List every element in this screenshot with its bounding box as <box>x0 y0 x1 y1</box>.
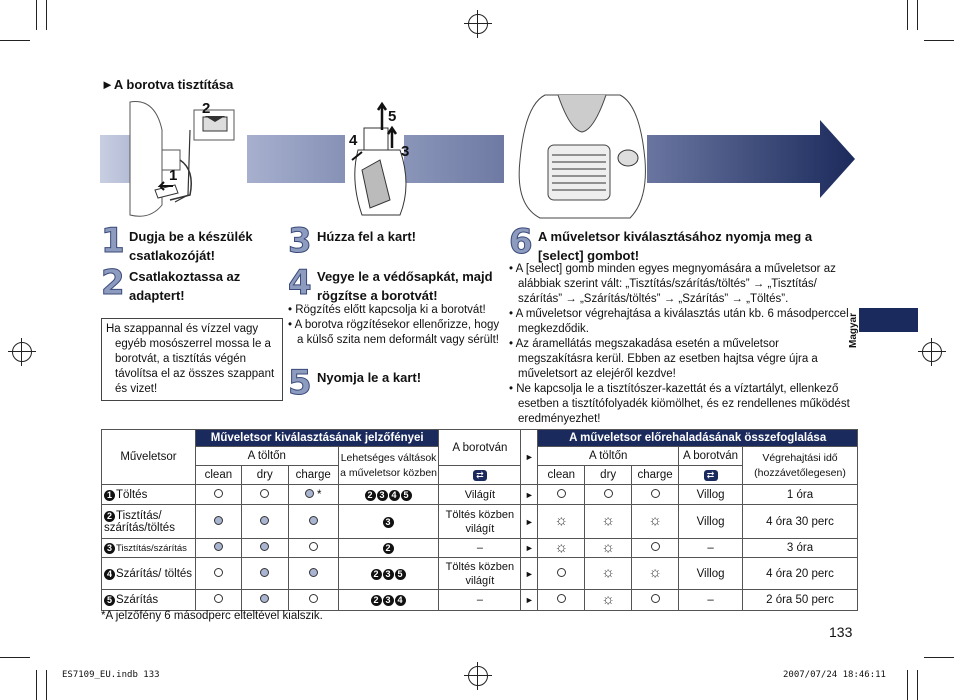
step-4-text: Vegye le a védősapkát, majd rögzítse a borotvát! <box>317 269 493 303</box>
note-box-text: Ha szappannal és vízzel vagy egyéb mosószerrel mossa le a borotvát, a tisztítás végén távolítsa el az összes szappant és vizet! <box>106 323 275 395</box>
sequence-number-icon: 3 <box>104 543 115 554</box>
step-5-text: Nyomja le a kart! <box>317 370 422 385</box>
col-charge: charge <box>288 466 338 485</box>
table-row <box>102 485 858 505</box>
col-header-on-charger: A töltőn <box>195 447 338 466</box>
step-6-note: • Ne kapcsolja le a tisztítószer-kazettát és a víztartályt, ellenkező esetben a tisztítófolyadék kiömölhet, és ez rendellenes működést eredményezhet! <box>509 382 851 427</box>
sequence-number-icon: 5 <box>401 490 412 501</box>
lamp-cell <box>195 505 241 539</box>
lamp-off-icon <box>309 594 318 603</box>
lamp-cell <box>241 485 288 505</box>
lamp-cell <box>538 558 585 590</box>
figure-label-4: 4 <box>349 132 358 149</box>
lamp-cell <box>585 590 632 611</box>
shaver-progress: Villog <box>679 558 743 590</box>
sequence-number-icon: 5 <box>104 595 115 606</box>
sequence-number-icon: 3 <box>377 490 388 501</box>
sequence-number-icon: 4 <box>389 490 400 501</box>
duration: 3 óra <box>742 539 857 558</box>
step-3-text: Húzza fel a kart! <box>317 229 416 244</box>
page-number: 133 <box>829 624 853 640</box>
figure-label-1: 1 <box>169 167 178 184</box>
sequence-number-icon: 2 <box>371 569 382 580</box>
col-header-duration: Végrehajtási idő (hozzávetőlegesen) <box>742 447 857 485</box>
lamp-lit-icon: ☼ <box>648 512 662 529</box>
switch-cell <box>338 558 439 590</box>
step-1-number: 1 <box>101 221 125 261</box>
lamp-off-icon <box>557 489 566 498</box>
switch-cell <box>338 590 439 611</box>
sequence-number-icon: 2 <box>383 543 394 554</box>
col-dry-right: dry <box>585 466 632 485</box>
lamp-lit-icon: ☼ <box>554 538 569 556</box>
sequence-label: Szárítás <box>116 594 159 606</box>
lamp-lit-icon: ☼ <box>554 512 569 529</box>
footer-right: 2007/07/24 18:46:11 <box>783 670 886 680</box>
duration: 1 óra <box>742 485 857 505</box>
sequence-label: Tisztítás/ szárítás/töltés <box>104 509 175 534</box>
lamp-selected-icon <box>260 542 269 551</box>
lamp-lit-icon: ☼ <box>601 512 616 529</box>
lamp-cell <box>288 590 338 611</box>
right-header: A műveletsor előrehaladásának összefoglalása <box>538 430 858 447</box>
arrow-icon: ► <box>521 430 538 485</box>
lamp-cell <box>585 558 632 590</box>
lamp-lit-icon: ☼ <box>601 590 616 608</box>
lamp-off-icon <box>651 594 660 603</box>
lamp-off-icon <box>260 489 269 498</box>
lamp-selected-icon <box>214 542 223 551</box>
figure-label-3: 3 <box>401 143 410 160</box>
left-header: Műveletsor kiválasztásának jelzőfényei <box>195 430 439 447</box>
lamp-selected-icon <box>309 568 318 577</box>
lamp-cell <box>632 505 679 539</box>
shaver-state: – <box>439 590 521 611</box>
step-6-number: 6 <box>509 222 533 262</box>
sequence-number-icon: 3 <box>383 569 394 580</box>
lamp-selected-icon <box>214 516 223 525</box>
lamp-cell <box>538 539 585 558</box>
lamp-selected-icon <box>309 516 318 525</box>
lamp-off-icon <box>557 594 566 603</box>
duration: 2 óra 50 perc <box>742 590 857 611</box>
duration: 4 óra 20 perc <box>742 558 857 590</box>
shaver-progress: Villog <box>679 485 743 505</box>
shaver-state: – <box>439 539 521 558</box>
arrow-icon: ► <box>521 539 538 558</box>
registration-mark-top <box>468 14 488 34</box>
arrow-icon: ► <box>521 558 538 590</box>
lamp-lit-icon: ☼ <box>601 538 616 556</box>
switch-cell <box>338 505 439 539</box>
lamp-cell <box>538 505 585 539</box>
col-charge-right: charge <box>632 466 679 485</box>
sequence-number-icon: 3 <box>383 517 394 528</box>
registration-mark-right <box>922 342 942 362</box>
step-4-number: 4 <box>288 263 312 303</box>
sequence-number-icon: 3 <box>383 595 394 606</box>
lamp-off-icon <box>309 542 318 551</box>
illustration-band <box>100 90 860 225</box>
note-box <box>101 318 283 401</box>
step-4-note: • Rögzítés előtt kapcsolja ki a borotvát! <box>288 303 503 318</box>
lamp-selected-icon <box>260 594 269 603</box>
lamp-cell <box>288 505 338 539</box>
col-dry: dry <box>241 466 288 485</box>
lamp-cell <box>538 590 585 611</box>
lamp-cell: * <box>288 485 338 505</box>
lamp-cell <box>288 558 338 590</box>
figure-label-2: 2 <box>202 100 211 117</box>
sequence-table <box>101 429 858 611</box>
step-6-notes <box>509 262 851 427</box>
footer-left: ES7109_EU.indb 133 <box>62 670 160 680</box>
step-3-number: 3 <box>288 221 312 261</box>
step-6-note: • A műveletsor végrehajtása a kiválasztás után kb. 6 másodperccel megkezdődik. <box>509 307 851 337</box>
lamp-off-icon <box>214 594 223 603</box>
lamp-cell <box>241 539 288 558</box>
col-header-on-shaver: A borotván <box>439 430 521 466</box>
sequence-label: Töltés <box>116 488 148 501</box>
arrow-icon: ► <box>521 590 538 611</box>
lamp-cell <box>241 590 288 611</box>
sequence-label: Tisztítás/szárítás <box>116 542 187 554</box>
shaver-state: Töltés közben világít <box>439 558 521 590</box>
lamp-cell <box>632 590 679 611</box>
sequence-name <box>102 558 196 590</box>
lamp-cell <box>585 505 632 539</box>
step-5-number: 5 <box>288 363 312 403</box>
sequence-number-icon: 2 <box>371 595 382 606</box>
select-button-icon: ⇄ <box>439 466 521 485</box>
language-tab <box>859 308 918 332</box>
lamp-lit-icon: ☼ <box>648 564 662 581</box>
lamp-cell <box>288 539 338 558</box>
table-row <box>102 558 858 590</box>
sequence-name <box>102 505 196 539</box>
lamp-cell <box>195 539 241 558</box>
lamp-cell <box>538 485 585 505</box>
lamp-cell <box>632 485 679 505</box>
lamp-off-icon <box>651 489 660 498</box>
lamp-selected-icon <box>260 568 269 577</box>
sequence-name <box>102 590 196 611</box>
lamp-cell <box>241 558 288 590</box>
table-row <box>102 590 858 611</box>
section-title: ►A borotva tisztítása <box>101 77 234 92</box>
sequence-name <box>102 539 196 558</box>
sequence-number-icon: 4 <box>395 595 406 606</box>
lamp-off-icon <box>214 489 223 498</box>
arrow-icon: ► <box>521 505 538 539</box>
lamp-off-icon <box>557 568 566 577</box>
lamp-cell <box>585 539 632 558</box>
sequence-number-icon: 2 <box>104 511 115 522</box>
step-6-text: A műveletsor kiválasztásához nyomja meg a [select] gombot! <box>538 229 813 263</box>
footnote: *A jelzőfény 6 másodperc elteltével kialszik. <box>101 610 323 622</box>
lamp-cell <box>195 558 241 590</box>
sequence-number-icon: 2 <box>365 490 376 501</box>
sequence-label: Szárítás/ töltés <box>116 567 193 580</box>
duration: 4 óra 30 perc <box>742 505 857 539</box>
lamp-cell <box>585 485 632 505</box>
col-clean-right: clean <box>538 466 585 485</box>
col-header-on-shaver-right: A borotván <box>679 447 743 466</box>
sequence-name <box>102 485 196 505</box>
shaver-progress: – <box>679 539 743 558</box>
lamp-cell <box>632 539 679 558</box>
shaver-state: Világít <box>439 485 521 505</box>
step-2-text: Csatlakoztassa az adaptert! <box>129 269 241 303</box>
registration-mark-left <box>12 342 32 362</box>
col-header-switches: Lehetséges váltások a műveletsor közben <box>338 447 439 485</box>
language-tab-label: Magyar <box>848 312 859 348</box>
col-clean: clean <box>195 466 241 485</box>
switch-cell <box>338 539 439 558</box>
lamp-selected-icon <box>305 489 314 498</box>
table-row <box>102 505 858 539</box>
lamp-cell <box>241 505 288 539</box>
shaver-progress: – <box>679 590 743 611</box>
lamp-off-icon <box>604 489 613 498</box>
lamp-off-icon <box>651 542 660 551</box>
lamp-off-icon <box>214 568 223 577</box>
registration-mark-bottom <box>468 666 488 686</box>
sequence-number-icon: 1 <box>104 490 115 501</box>
table-row <box>102 539 858 558</box>
shaver-progress: Villog <box>679 505 743 539</box>
step-4-notes <box>288 303 503 348</box>
sequence-number-icon: 5 <box>395 569 406 580</box>
figure-label-5: 5 <box>388 108 397 125</box>
lamp-selected-icon <box>260 516 269 525</box>
select-button-icon: ⇄ <box>679 466 743 485</box>
shaver-state: Töltés közben világít <box>439 505 521 539</box>
step-4-note: • A borotva rögzítésekor ellenőrizze, hogy a külső szita nem deformált vagy sérült! <box>288 318 503 348</box>
sequence-number-icon: 4 <box>104 569 115 580</box>
col-header-on-charger-right: A töltőn <box>538 447 679 466</box>
step-1-text: Dugja be a készülék csatlakozóját! <box>129 229 253 263</box>
col-header-sequence: Műveletsor <box>102 430 196 485</box>
arrow-icon: ► <box>521 485 538 505</box>
lamp-cell <box>195 590 241 611</box>
switch-cell <box>338 485 439 505</box>
step-6-note: • Az áramellátás megszakadása esetén a műveletsor megszakításra kerül. Ebben az esetben hajtsa végre újra a műveletsort az elejéről kezdve! <box>509 337 851 382</box>
lamp-lit-icon: ☼ <box>601 564 616 581</box>
step-2-number: 2 <box>101 263 125 303</box>
lamp-cell <box>195 485 241 505</box>
step-6-note: • A [select] gomb minden egyes megnyomására a műveletsor az alábbiak szerint vált: „Tisztítás/szárítás/töltés” → „Tisztítás/ szárítás” → „Szárítás/töltés” → „Szárítás” → „Töltés”. <box>509 262 851 307</box>
lamp-cell <box>632 558 679 590</box>
